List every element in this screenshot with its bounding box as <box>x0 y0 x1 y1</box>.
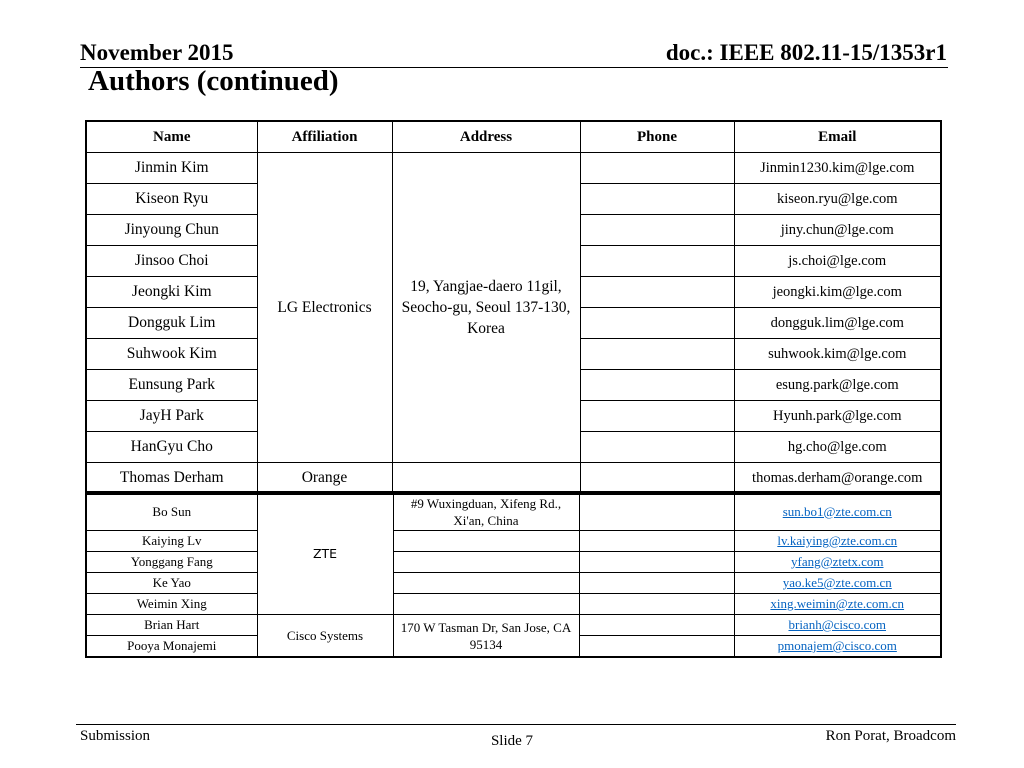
footer-author: Ron Porat, Broadcom <box>825 728 956 744</box>
author-email-link[interactable]: pmonajem@cisco.com <box>734 636 941 658</box>
header-date: November 2015 <box>80 40 234 65</box>
author-phone <box>579 552 734 573</box>
author-phone <box>580 215 734 246</box>
table-row <box>86 492 941 531</box>
author-email: jiny.chun@lge.com <box>734 215 941 246</box>
authors-table-2 <box>85 491 942 658</box>
author-address <box>393 573 579 594</box>
author-email: Hyunh.park@lge.com <box>734 401 941 432</box>
author-name: Kiseon Ryu <box>86 184 257 215</box>
table-row <box>86 552 941 573</box>
author-address: 170 W Tasman Dr, San Jose, CA 95134 <box>393 615 579 658</box>
author-affiliation: ZTE <box>257 492 393 615</box>
author-name: Kaiying Lv <box>86 531 257 552</box>
author-phone <box>580 153 734 184</box>
author-email-link[interactable]: sun.bo1@zte.com.cn <box>734 492 941 531</box>
author-name: Suhwook Kim <box>86 339 257 370</box>
table-row <box>86 615 941 636</box>
header-doc-id: doc.: IEEE 802.11-15/1353r1 <box>665 40 947 65</box>
table-header-row <box>86 121 941 153</box>
author-affiliation: LG Electronics <box>257 153 392 463</box>
author-email: hg.cho@lge.com <box>734 432 941 463</box>
author-name: Bo Sun <box>86 492 257 531</box>
author-name: Jinyoung Chun <box>86 215 257 246</box>
author-name: Pooya Monajemi <box>86 636 257 658</box>
author-address <box>393 552 579 573</box>
author-phone <box>579 636 734 658</box>
author-name: HanGyu Cho <box>86 432 257 463</box>
author-phone <box>580 339 734 370</box>
author-phone <box>579 492 734 531</box>
author-phone <box>580 308 734 339</box>
column-header-address: Address <box>392 121 580 153</box>
footer-slide-number: Slide 7 <box>490 733 534 749</box>
author-email: esung.park@lge.com <box>734 370 941 401</box>
table-row <box>86 153 941 184</box>
author-name: Thomas Derham <box>86 463 257 495</box>
author-email: jeongki.kim@lge.com <box>734 277 941 308</box>
author-address <box>393 531 579 552</box>
author-phone <box>579 573 734 594</box>
author-name: Dongguk Lim <box>86 308 257 339</box>
author-name: Jeongki Kim <box>86 277 257 308</box>
table-row <box>86 573 941 594</box>
table-row <box>86 463 941 495</box>
author-email: dongguk.lim@lge.com <box>734 308 941 339</box>
author-phone <box>580 370 734 401</box>
table-row <box>86 531 941 552</box>
author-name: Yonggang Fang <box>86 552 257 573</box>
author-email-link[interactable]: xing.weimin@zte.com.cn <box>734 594 941 615</box>
author-email: kiseon.ryu@lge.com <box>734 184 941 215</box>
author-name: Jinsoo Choi <box>86 246 257 277</box>
author-name: Eunsung Park <box>86 370 257 401</box>
footer-rule <box>76 724 956 725</box>
author-email: thomas.derham@orange.com <box>734 463 941 495</box>
author-name: Brian Hart <box>86 615 257 636</box>
author-phone <box>580 463 734 495</box>
author-phone <box>580 432 734 463</box>
author-name: Ke Yao <box>86 573 257 594</box>
author-email-link[interactable]: brianh@cisco.com <box>734 615 941 636</box>
author-phone <box>580 277 734 308</box>
column-header-name: Name <box>86 121 257 153</box>
author-email: suhwook.kim@lge.com <box>734 339 941 370</box>
author-affiliation: Orange <box>257 463 392 495</box>
author-name: JayH Park <box>86 401 257 432</box>
author-phone <box>580 184 734 215</box>
author-email-link[interactable]: lv.kaiying@zte.com.cn <box>734 531 941 552</box>
author-phone <box>579 615 734 636</box>
author-phone <box>580 246 734 277</box>
table-row <box>86 594 941 615</box>
slide-title: Authors (continued) <box>88 65 339 97</box>
author-name: Weimin Xing <box>86 594 257 615</box>
author-address: 19, Yangjae-daero 11gil, Seocho-gu, Seoul 137-130, Korea <box>392 153 580 463</box>
column-header-email: Email <box>734 121 941 153</box>
author-phone <box>579 531 734 552</box>
column-header-affiliation: Affiliation <box>257 121 392 153</box>
column-header-phone: Phone <box>580 121 734 153</box>
author-address <box>393 594 579 615</box>
author-email: js.choi@lge.com <box>734 246 941 277</box>
author-email-link[interactable]: yao.ke5@zte.com.cn <box>734 573 941 594</box>
author-affiliation: Cisco Systems <box>257 615 393 658</box>
author-address: #9 Wuxingduan, Xifeng Rd., Xi'an, China <box>393 492 579 531</box>
author-phone <box>579 594 734 615</box>
author-email-link[interactable]: yfang@ztetx.com <box>734 552 941 573</box>
author-email: Jinmin1230.kim@lge.com <box>734 153 941 184</box>
author-address <box>392 463 580 495</box>
author-name: Jinmin Kim <box>86 153 257 184</box>
footer-submission: Submission <box>80 728 151 744</box>
authors-table-1 <box>85 120 942 495</box>
author-phone <box>580 401 734 432</box>
